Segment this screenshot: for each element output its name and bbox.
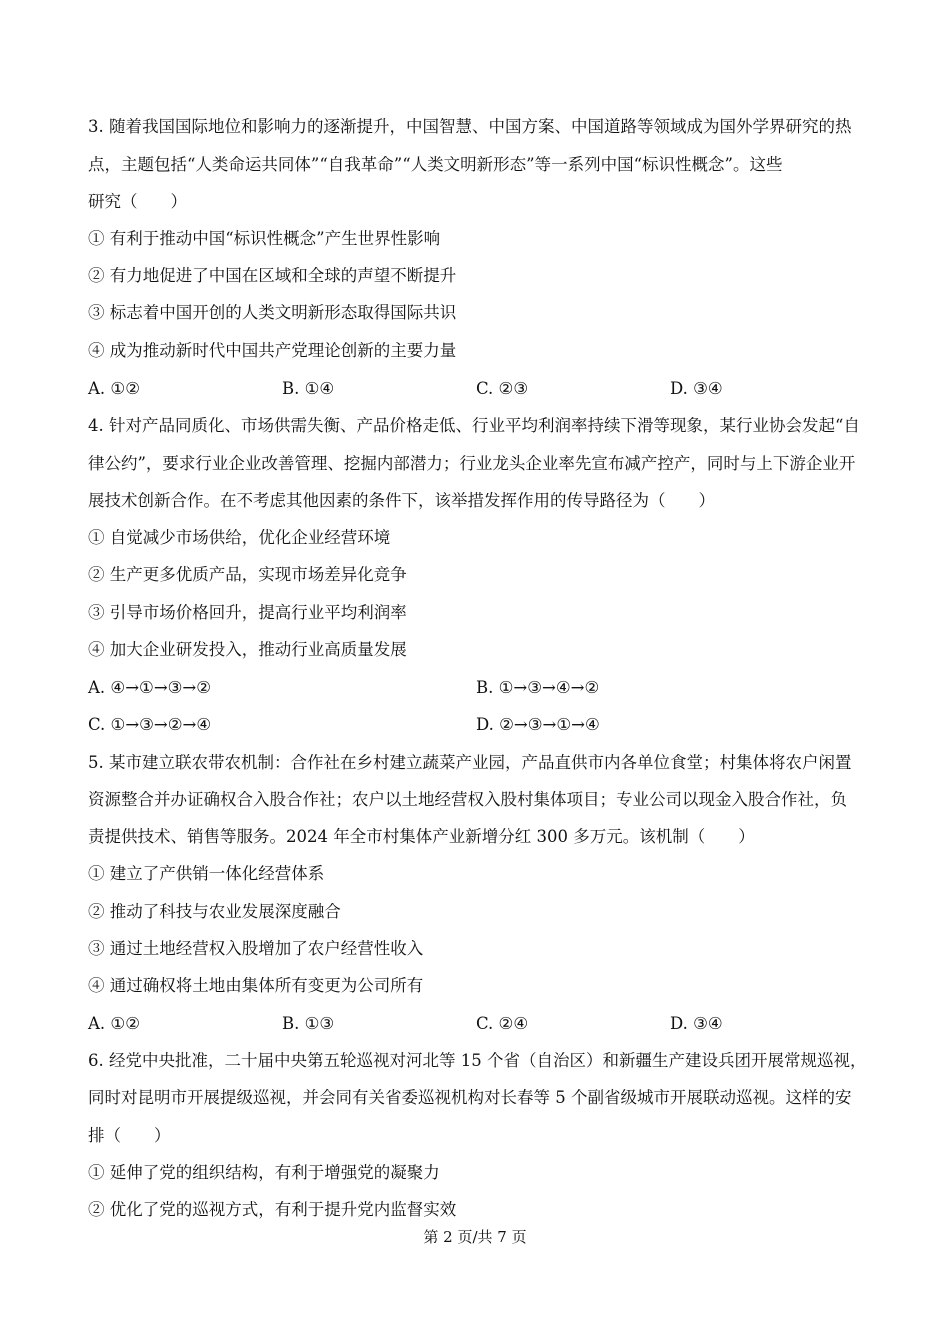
q4-option-d: D. ②→③→①→④ xyxy=(476,715,600,734)
q5-option-a: A. ①② xyxy=(88,1014,140,1033)
q6-stem-line-3: 排（ ） xyxy=(88,1126,171,1145)
q6-stem-line-2: 同时对昆明市开展提级巡视，并会同有关省委巡视机构对长春等 5 个副省级城市开展联动巡视。这样的安 xyxy=(88,1088,852,1107)
q6-statement-2: ② 优化了党的巡视方式，有利于提升党内监督实效 xyxy=(88,1200,457,1219)
q3-statement-1: ① 有利于推动中国“标识性概念”产生世界性影响 xyxy=(88,229,441,248)
q5-stem-line-1: 5. 某市建立联农带农机制：合作社在乡村建立蔬菜产业园，产品直供市内各单位食堂；村集体将农户闲置 xyxy=(88,753,852,772)
q4-statement-4: ④ 加大企业研发投入，推动行业高质量发展 xyxy=(88,640,407,659)
q5-option-d: D. ③④ xyxy=(670,1014,723,1033)
q4-statement-1: ① 自觉减少市场供给，优化企业经营环境 xyxy=(88,528,391,547)
q4-statement-2: ② 生产更多优质产品，实现市场差异化竞争 xyxy=(88,565,407,584)
q5-stem-line-2: 资源整合并办证确权合入股合作社；农户以土地经营权入股村集体项目；专业公司以现金入股合作社，负 xyxy=(88,790,847,809)
q3-stem-line-3: 研究（ ） xyxy=(88,192,187,211)
q3-statement-2: ② 有力地促进了中国在区域和全球的声望不断提升 xyxy=(88,266,457,285)
q6-statement-1: ① 延伸了党的组织结构，有利于增强党的凝聚力 xyxy=(88,1163,440,1182)
q4-stem-line-1: 4. 针对产品同质化、市场供需失衡、产品价格走低、行业平均利润率持续下滑等现象，某行业协会发起“自 xyxy=(88,416,860,435)
q4-stem-line-2: 律公约”，要求行业企业改善管理、挖掘内部潜力；行业龙头企业率先宣布减产控产，同时与上下游企业开 xyxy=(88,454,856,473)
q5-statement-1: ① 建立了产供销一体化经营体系 xyxy=(88,864,325,883)
q3-stem-line-1: 3. 随着我国国际地位和影响力的逐渐提升，中国智慧、中国方案、中国道路等领域成为国外学界研究的热 xyxy=(88,117,852,136)
q4-option-c: C. ①→③→②→④ xyxy=(88,715,212,734)
q4-option-a: A. ④→①→③→② xyxy=(88,678,212,697)
q3-option-d: D. ③④ xyxy=(670,379,723,398)
q3-statement-4: ④ 成为推动新时代中国共产党理论创新的主要力量 xyxy=(88,341,457,360)
page-number-footer: 第 2 页/共 7 页 xyxy=(423,1228,527,1246)
q3-option-c: C. ②③ xyxy=(476,379,529,398)
q4-statement-3: ③ 引导市场价格回升，提高行业平均利润率 xyxy=(88,603,407,622)
q5-statement-3: ③ 通过土地经营权入股增加了农户经营性收入 xyxy=(88,939,424,958)
q5-statement-4: ④ 通过确权将土地由集体所有变更为公司所有 xyxy=(88,976,424,995)
q6-stem-line-1: 6. 经党中央批准，二十届中央第五轮巡视对河北等 15 个省（自治区）和新疆生产建设兵团开展常规巡视， xyxy=(88,1051,867,1070)
q3-stem-line-2: 点，主题包括“人类命运共同体”“自我革命”“人类文明新形态”等一系列中国“标识性概念”。这些 xyxy=(88,155,783,174)
q5-statement-2: ② 推动了科技与农业发展深度融合 xyxy=(88,902,341,921)
q5-option-b: B. ①③ xyxy=(282,1014,335,1033)
q4-stem-line-3: 展技术创新合作。在不考虑其他因素的条件下，该举措发挥作用的传导路径为（ ） xyxy=(88,491,715,510)
q5-stem-line-3: 责提供技术、销售等服务。2024 年全市村集体产业新增分红 300 多万元。该机制（ ） xyxy=(88,827,755,846)
q3-option-b: B. ①④ xyxy=(282,379,335,398)
q3-statement-3: ③ 标志着中国开创的人类文明新形态取得国际共识 xyxy=(88,303,457,322)
q5-option-c: C. ②④ xyxy=(476,1014,529,1033)
q3-option-a: A. ①② xyxy=(88,379,140,398)
q4-option-b: B. ①→③→④→② xyxy=(476,678,600,697)
